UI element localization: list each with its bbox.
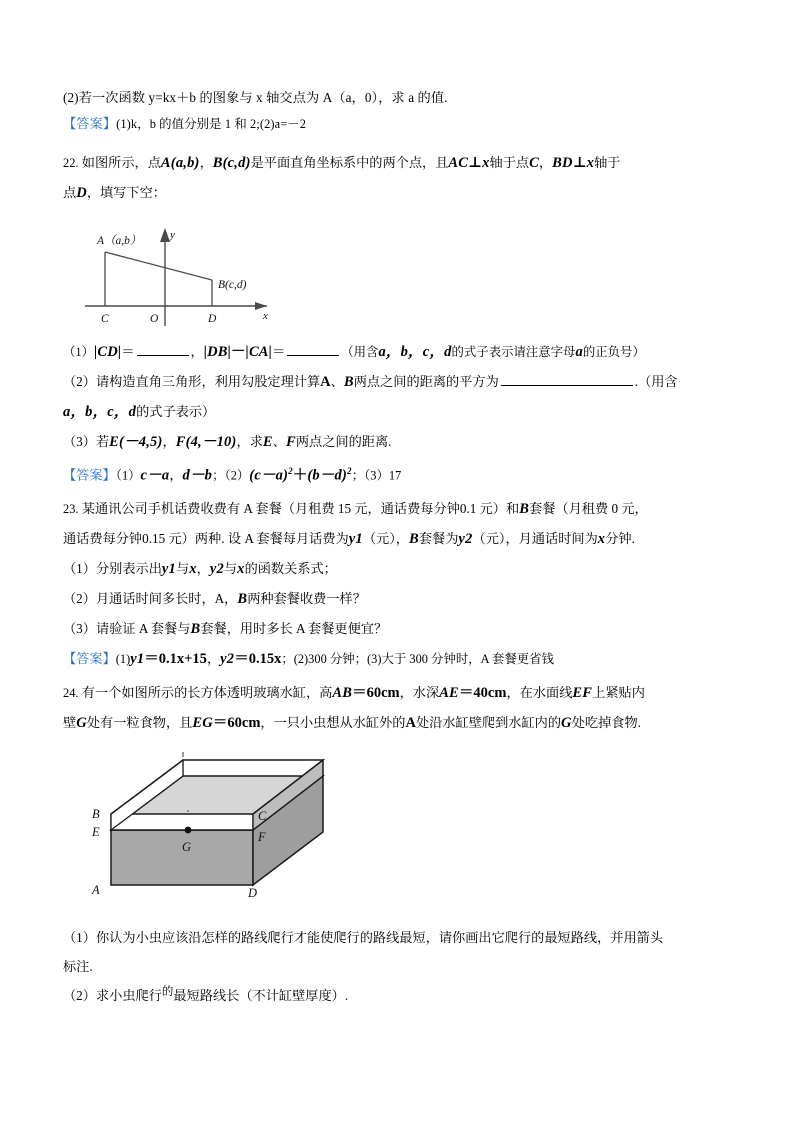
- q22-answer-2-sup2: 2: [347, 466, 352, 476]
- q22-sub1-comma: ，: [190, 344, 204, 359]
- q22-answer-2-base1: (c－a): [249, 467, 289, 484]
- q22-sub3-e2: E: [262, 434, 273, 450]
- q24-stem-1: 有一个如图所示的长方体透明玻璃水缸，高: [81, 685, 333, 701]
- q22-sub2-a: A: [320, 374, 331, 390]
- q24-figure-tank: [81, 744, 731, 919]
- q23-answer-semi: ；: [281, 652, 294, 667]
- q22-sub3: [63, 427, 731, 457]
- segment-ab: [105, 252, 212, 280]
- q24-eg-eq: ＝60cm: [212, 715, 261, 732]
- q24-a-point: A: [405, 715, 416, 732]
- q22-sub3-sep: 、: [272, 434, 286, 449]
- q21-part2-line: [63, 86, 731, 110]
- q21-part2-text: (2)若一次函数 y=kx＋b 的图象与 x 轴交点为 A（a，0），求 a 的值.: [63, 90, 448, 105]
- q22-answer-3-label: （3）: [364, 468, 389, 483]
- q23-sub1-b: 与: [176, 561, 190, 577]
- q21-answer-text: (1)k，b 的值分别是 1 和 2;(2)a=－2: [116, 117, 307, 131]
- q23-sub1-d: 与: [223, 561, 238, 577]
- tank-diagram-svg: [81, 744, 381, 914]
- q23-sub1-y2: y2: [209, 561, 224, 578]
- q23-answer-comma: ，: [206, 651, 221, 667]
- q22-sub2-sep: 、: [330, 374, 344, 389]
- q23-pkg-b: B: [519, 501, 530, 518]
- figure-label-y: y: [170, 229, 175, 241]
- q22-answer-2-label: （2）: [224, 468, 250, 483]
- question-24: [63, 678, 731, 1012]
- q22-sub1-eq2: ＝: [272, 344, 286, 359]
- q23-answer-2: (2)300 分钟；: [293, 652, 368, 667]
- q22-perp-bd: BD: [552, 155, 573, 171]
- q22-perp-symbol-1: ⊥: [468, 155, 483, 171]
- q22-sub2-close: 的式子表示）: [136, 404, 216, 419]
- tank-label-d: D: [248, 886, 258, 901]
- q22-sub3-comma: ，: [162, 434, 176, 449]
- q24-sub2-sup: 的: [161, 986, 174, 999]
- q23-stem-6: （元），月通话时间为: [472, 531, 598, 547]
- q22-sub2-prefix: （2）请构造直角三角形，利用勾股定理计算: [63, 374, 321, 389]
- q22-answer-1a: c－a: [140, 467, 170, 484]
- q22-answer-2-sup1: 2: [288, 466, 293, 476]
- q22-answer-2-base2: (b－d): [307, 467, 347, 484]
- q22-point-c: C: [529, 155, 539, 171]
- q23-stem-line1: [63, 494, 731, 524]
- q24-stem-9: 处吃掉食物.: [571, 715, 641, 731]
- q22-sub1-note-mid: 的式子表示请注意字母: [451, 345, 576, 359]
- q22-point-d: D: [76, 185, 87, 201]
- q24-ae: AE: [439, 685, 459, 702]
- q22-stem: [63, 148, 731, 178]
- q23-answer-y1: y1: [130, 651, 145, 668]
- q23-stem-7: 分钟.: [605, 531, 635, 547]
- q22-sub1: [63, 337, 731, 367]
- q24-stem-line2: [63, 708, 731, 738]
- answer-tag: 【答案】: [63, 467, 116, 483]
- q24-stem-2: ，水深: [399, 685, 440, 701]
- q22-sub1-eq1: ＝: [121, 344, 135, 359]
- q24-stem-6: 处有一粒食物，且: [86, 715, 193, 731]
- q23-answer-eq1: ＝0.1x+15: [144, 651, 207, 668]
- q23-sub3-b-pkg: B: [190, 621, 201, 638]
- q23-y1: y1: [348, 531, 363, 548]
- q24-g: G: [76, 715, 87, 732]
- q21-answer-line: [63, 112, 731, 136]
- tank-water-front-face: [111, 830, 253, 885]
- q23-sub1-a: （1）分别表示出: [63, 561, 162, 577]
- q22-answer-2-plus: ＋: [292, 467, 308, 484]
- question-23: [63, 494, 731, 674]
- figure-label-b: B(c,d): [218, 279, 247, 291]
- q23-answer-1-label: (1): [115, 652, 131, 667]
- q22-sub2-b: B: [343, 374, 354, 390]
- q22-sub2-line2: [63, 397, 731, 427]
- x-axis-arrow: [255, 302, 267, 310]
- q24-g2: G: [561, 715, 572, 732]
- q22-sub3-point-e: E(－4,5): [109, 434, 163, 450]
- q23-answer-3: (3)大于 300 分钟时，A 套餐更省钱: [367, 652, 554, 667]
- q24-sub1-line2: [63, 952, 731, 981]
- q22-answer: [63, 457, 731, 490]
- food-point-g: [185, 827, 192, 834]
- q22-comma-1: ，: [199, 155, 213, 170]
- tank-label-g: G: [182, 840, 192, 855]
- answer-tag: 【答案】: [63, 116, 117, 131]
- figure-label-c: C: [101, 313, 109, 325]
- q23-sub2-b-pkg: B: [237, 591, 248, 608]
- q22-answer-1-comma: ，: [169, 467, 183, 483]
- q23-answer-y2: y2: [220, 651, 235, 668]
- q23-sub1-y1: y1: [161, 561, 176, 578]
- q22-answer-3: 17: [388, 468, 402, 483]
- q23-sub2-a: （2）月通话时间多长时，A，: [63, 591, 238, 607]
- q24-ab: AB: [332, 685, 353, 702]
- q22-sub3-tail: 两点之间的距离.: [295, 434, 392, 449]
- q22-blank-cd[interactable]: [137, 342, 189, 356]
- q22-point-a: A(a,b): [160, 155, 200, 171]
- q22-sub3-mid: ，求: [236, 434, 263, 449]
- q23-stem-3: 通话费每分钟0.15 元）两种. 设 A 套餐每月话费为: [63, 531, 349, 547]
- q22-stem-2: 是平面直角坐标系中的两个点，且: [250, 155, 449, 170]
- q24-sub1: [63, 923, 731, 952]
- q22-sub2: [63, 367, 731, 397]
- q23-var-x: x: [597, 531, 606, 548]
- q24-ab-eq: ＝60cm: [352, 685, 400, 702]
- q22-sub3-f2: F: [285, 434, 296, 450]
- q23-sub2-b: 两种套餐收费一样？: [247, 591, 366, 607]
- q23-y2: y2: [458, 531, 473, 548]
- q22-point-b: B(c,d): [212, 155, 251, 171]
- q23-pkg-b2: B: [408, 531, 419, 548]
- q22-sub1-note-open: （用含: [341, 345, 379, 359]
- q22-sub1-vars: a，b，c，d: [378, 344, 452, 360]
- q24-stem-8: 处沿水缸壁爬到水缸内的: [415, 715, 562, 731]
- tank-label-b: B: [92, 807, 100, 822]
- q22-sub3-point-f: F(4,－10): [175, 434, 237, 450]
- figure-label-d: D: [208, 313, 217, 325]
- q22-sub1-note-close: 的正负号）: [582, 345, 645, 359]
- q23-sub3: [63, 614, 731, 644]
- q22-stem-4: 轴于: [594, 155, 621, 170]
- tank-label-f: F: [258, 830, 266, 845]
- q23-sub1-x2: x: [237, 561, 245, 578]
- q23-sub1-x1: x: [189, 561, 197, 578]
- q23-stem-line2: [63, 524, 731, 554]
- figure-label-x: x: [263, 310, 268, 322]
- tank-air-front-band: [111, 814, 253, 830]
- q22-sub1-cd: |CD|: [93, 344, 122, 360]
- q22-sub3-prefix: （3）若: [63, 434, 110, 449]
- tank-label-a: A: [92, 883, 100, 898]
- q22-stem-line2: [63, 178, 731, 208]
- q23-number: 23.: [63, 502, 79, 517]
- figure-label-a: A（a,b）: [97, 235, 142, 247]
- q22-axis-x-2: x: [586, 155, 595, 171]
- question-22: [63, 148, 731, 490]
- q22-stem-3: 轴于点: [489, 155, 530, 170]
- q22-sub2-text: 两点之间的距离的平方为: [353, 374, 499, 389]
- q22-stem-6: ，填写下空：: [86, 185, 166, 200]
- q23-sub2: [63, 584, 731, 614]
- question-21-tail: [63, 86, 731, 136]
- q23-answer-eq2: ＝0.15x: [234, 651, 282, 668]
- tank-label-c: C: [258, 809, 267, 824]
- q23-sub1: [63, 554, 731, 584]
- q22-sub1-ca: |CA|: [245, 344, 273, 360]
- q22-sub2-tail: .（用含: [634, 374, 678, 389]
- q22-perp-symbol-2: ⊥: [572, 155, 587, 171]
- q22-answer-1-label: （1）: [115, 468, 141, 483]
- q22-blank-distance[interactable]: [501, 372, 633, 386]
- coordinate-diagram-svg: [77, 218, 292, 328]
- q22-answer-1b: d－b: [182, 467, 213, 484]
- q22-answer-semi2: ；: [351, 468, 365, 483]
- q22-figure-coordinate: [77, 218, 731, 333]
- q24-sub1-b: 标注.: [63, 959, 93, 975]
- q24-stem-5: 壁: [63, 715, 77, 731]
- q23-sub3-a: （3）请验证 A 套餐与: [63, 621, 191, 637]
- q23-sub1-e: 的函数关系式；: [244, 561, 337, 577]
- figure-label-o: O: [150, 313, 159, 325]
- q24-sub2-b: 最短路线长（不计缸壁厚度）.: [173, 988, 349, 1004]
- q24-stem-4: 上紧贴内: [592, 685, 645, 701]
- q24-stem-3: ，在水面线: [506, 685, 573, 701]
- q24-sub2: [63, 981, 731, 1012]
- q24-number: 24.: [63, 686, 79, 701]
- q22-sub1-minus: －: [231, 344, 246, 360]
- q24-ae-eq: ＝40cm: [458, 685, 507, 702]
- q23-stem-4: （元），: [362, 531, 409, 547]
- answer-tag: 【答案】: [63, 651, 116, 667]
- y-axis-arrow: [160, 228, 170, 242]
- q24-stem-7: ，一只小虫想从水缸外的: [260, 715, 406, 731]
- q22-stem-1: 如图所示，点: [81, 155, 161, 170]
- q22-axis-x-1: x: [482, 155, 490, 171]
- q22-answer-semi1: ；: [212, 468, 225, 483]
- q23-answer: [63, 644, 731, 674]
- q24-eg: EG: [192, 715, 213, 732]
- q22-perp-ac: AC: [448, 155, 469, 171]
- q23-sub1-c: ，: [196, 561, 210, 577]
- q22-comma-2: ，: [538, 155, 553, 170]
- q24-sub1-text: （1）你认为小虫应该沿怎样的路线爬行才能使爬行的路线最短，请你画出它爬行的最短路线，并用箭头: [63, 930, 664, 946]
- q22-sub2-vars: a，b，c，d: [63, 404, 137, 420]
- q22-sub1-prefix: （1）: [63, 345, 94, 359]
- q24-sub2-a: （2）求小虫爬行: [63, 988, 162, 1004]
- q24-stem-line1: [63, 678, 731, 708]
- q22-blank-db-ca[interactable]: [287, 342, 339, 356]
- q23-stem-2: 套餐（月租费 0 元，: [529, 501, 648, 517]
- tank-label-e: E: [92, 825, 100, 840]
- q22-sub1-var-a: a: [575, 344, 583, 360]
- q22-sub1-db: |DB|: [203, 344, 232, 360]
- q22-number: 22.: [63, 156, 79, 170]
- q23-sub3-b: 套餐，用时多长 A 套餐更便宜？: [200, 621, 388, 637]
- page-content: [63, 86, 731, 1012]
- q23-stem-1: 某通讯公司手机话费收费有 A 套餐（月租费 15 元，通话费每分钟0.1 元）和: [81, 501, 520, 517]
- q22-stem-5: 点: [63, 185, 77, 200]
- q23-stem-5: 套餐为: [418, 531, 459, 547]
- q24-ef: EF: [572, 685, 593, 702]
- surface-mark: [187, 810, 189, 812]
